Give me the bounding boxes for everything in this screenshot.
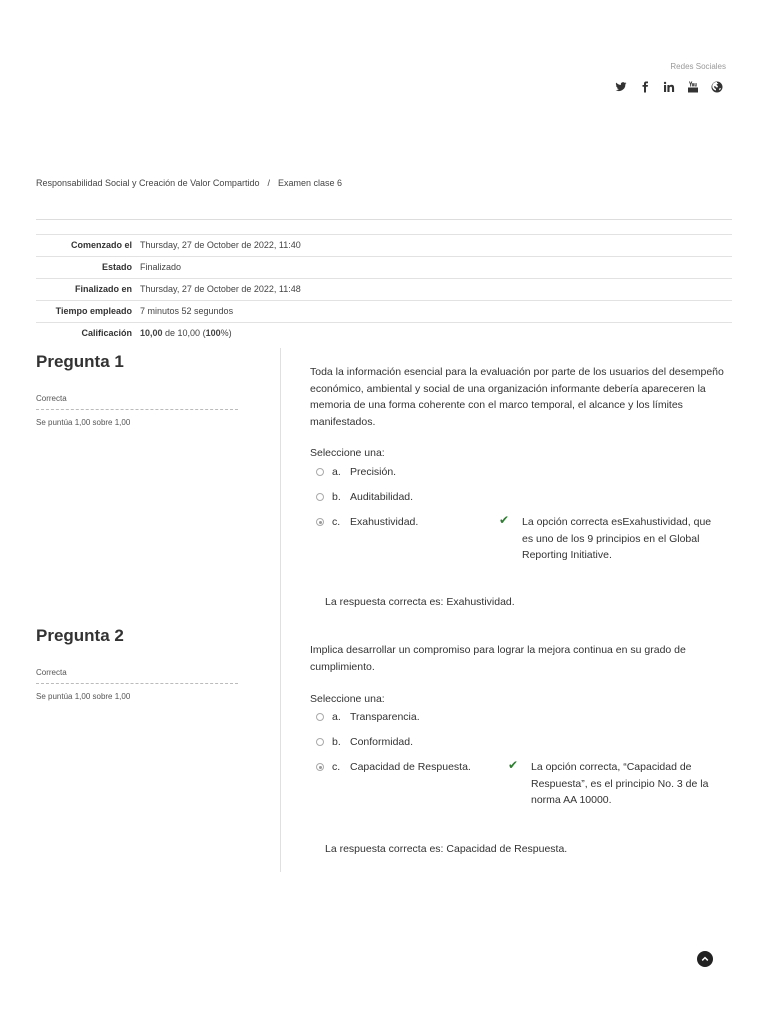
- question-1-text: Toda la información esencial para la evaluación por parte de los usuarios del desempeño económico, ambiental y social de una organización informante debería apareceren la memoria de una forma coherente con el marco temporal, el alcance y los límites manifestados.: [310, 366, 724, 428]
- attempt-summary-table: [36, 234, 732, 344]
- social-links: [614, 80, 724, 94]
- linkedin-icon[interactable]: [662, 80, 676, 94]
- question-1-title: Pregunta 1: [36, 352, 124, 371]
- question-2-text: Implica desarrollar un compromiso para lograr la mejora continua en su grado de cumplimiento.: [310, 644, 686, 673]
- finished-value: Thursday, 27 de October de 2022, 11:48: [140, 284, 301, 294]
- question-1-prompt: Seleccione una:: [310, 447, 385, 459]
- option-label: Exahustividad.: [350, 516, 419, 528]
- question-1-option-c[interactable]: [316, 516, 418, 528]
- question-1-feedback: La opción correcta esExahustividad, que es uno de los 9 principios en el Global Reporting Initiative.: [522, 516, 712, 561]
- question-1-state: Correcta: [36, 394, 238, 410]
- question-2-prompt: Seleccione una:: [310, 693, 385, 705]
- radio-button[interactable]: [316, 713, 324, 721]
- question-1-option-a[interactable]: [316, 466, 396, 478]
- radio-button[interactable]: [316, 468, 324, 476]
- back-to-top-button[interactable]: [697, 951, 713, 967]
- question-2-feedback: La opción correcta, “Capacidad de Respuesta”, es el principio No. 3 de la norma AA 10000.: [531, 761, 709, 806]
- option-letter: b.: [332, 736, 341, 748]
- option-label: Auditabilidad.: [350, 491, 414, 503]
- summary-row-grade: [36, 323, 732, 345]
- column-divider: [280, 348, 281, 872]
- question-1-right-answer: La respuesta correcta es: Exahustividad.: [325, 596, 515, 608]
- breadcrumb: [36, 178, 342, 188]
- breadcrumb-separator: /: [267, 178, 270, 188]
- breadcrumb-exam-link[interactable]: Examen clase 6: [277, 178, 343, 188]
- question-2-option-b[interactable]: [316, 736, 413, 748]
- option-label: Precisión.: [350, 466, 397, 478]
- check-icon: ✔: [508, 758, 519, 772]
- started-value: Thursday, 27 de October de 2022, 11:40: [140, 240, 301, 250]
- grade-of: de 10,00 (: [162, 328, 206, 338]
- facebook-icon[interactable]: [638, 80, 652, 94]
- option-label: Conformidad.: [350, 736, 414, 748]
- globe-icon[interactable]: [710, 80, 724, 94]
- summary-row-started: [36, 235, 732, 257]
- question-2-state: Correcta: [36, 668, 238, 684]
- summary-row-time: [36, 301, 732, 323]
- started-label: Comenzado el: [70, 240, 132, 250]
- grade-value: [138, 323, 732, 345]
- state-value: Finalizado: [140, 262, 182, 272]
- grade-score: 10,00: [140, 328, 163, 338]
- grade-percent: 100: [205, 328, 221, 338]
- time-value: 7 minutos 52 segundos: [140, 306, 234, 316]
- radio-button-selected[interactable]: [316, 763, 324, 771]
- option-letter: a.: [332, 466, 341, 478]
- question-1-grade: Se puntúa 1,00 sobre 1,00: [36, 418, 131, 427]
- radio-button-selected[interactable]: [316, 518, 324, 526]
- chevron-up-icon: [701, 955, 709, 963]
- grade-end: %): [220, 328, 232, 338]
- social-label: Redes Sociales: [670, 62, 726, 71]
- option-letter: a.: [332, 711, 341, 723]
- check-icon: ✔: [499, 513, 510, 527]
- breadcrumb-course-link[interactable]: Responsabilidad Social y Creación de Valor Compartido: [36, 178, 260, 188]
- option-letter: b.: [332, 491, 341, 503]
- finished-label: Finalizado en: [74, 284, 132, 294]
- twitter-icon[interactable]: [614, 80, 628, 94]
- option-letter: c.: [332, 761, 341, 773]
- divider: [36, 219, 732, 220]
- time-label: Tiempo empleado: [55, 306, 132, 316]
- question-2-title: Pregunta 2: [36, 626, 124, 645]
- summary-row-state: [36, 257, 732, 279]
- state-label: Estado: [101, 262, 132, 272]
- summary-row-finished: [36, 279, 732, 301]
- question-2-grade: Se puntúa 1,00 sobre 1,00: [36, 692, 131, 701]
- radio-button[interactable]: [316, 493, 324, 501]
- radio-button[interactable]: [316, 738, 324, 746]
- youtube-icon[interactable]: [686, 80, 700, 94]
- option-label: Transparencia.: [350, 711, 420, 723]
- question-2-option-c[interactable]: [316, 761, 471, 773]
- option-label: Capacidad de Respuesta.: [350, 761, 471, 773]
- question-1-option-b[interactable]: [316, 491, 413, 503]
- grade-label: Calificación: [81, 328, 132, 338]
- question-2-option-a[interactable]: [316, 711, 420, 723]
- question-2-right-answer: La respuesta correcta es: Capacidad de Respuesta.: [325, 843, 568, 855]
- option-letter: c.: [332, 516, 341, 528]
